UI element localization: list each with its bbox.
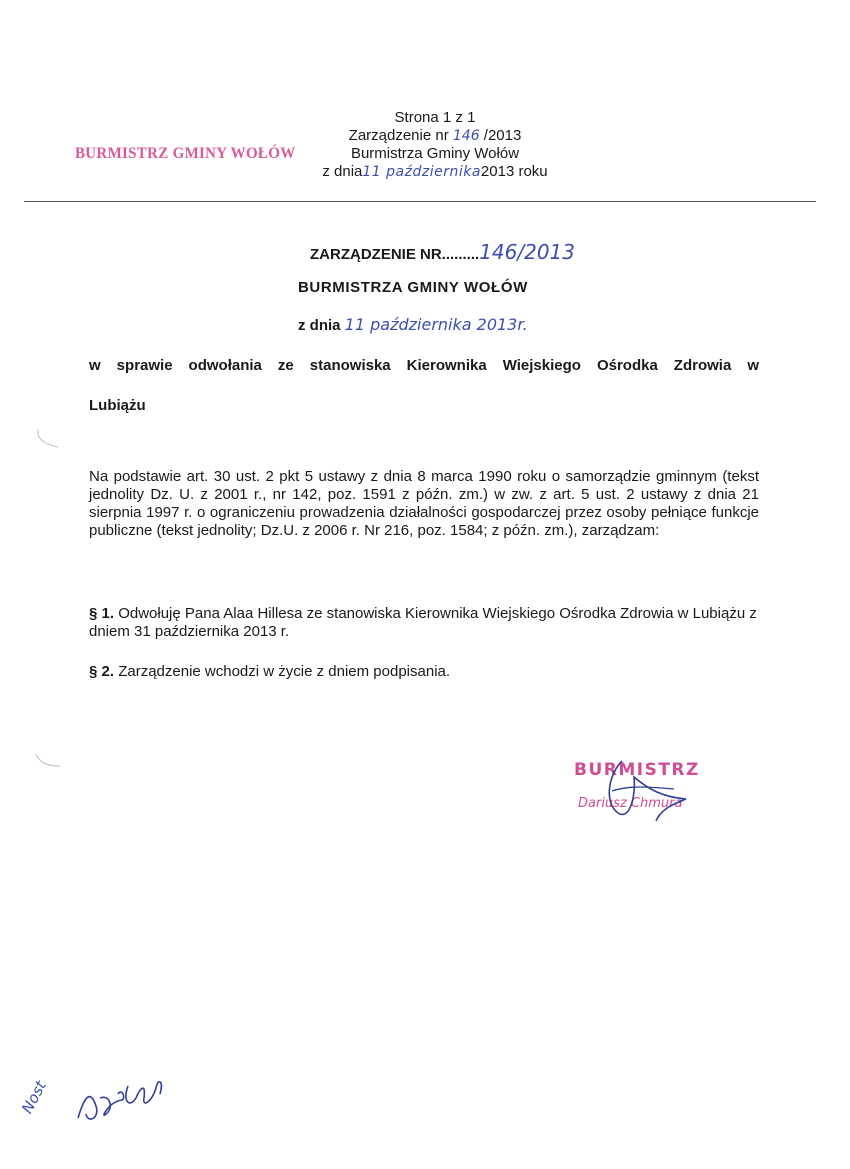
header-date: z dnia11 października2013 roku [322, 163, 548, 180]
handwritten-margin-note: Nost [18, 1077, 50, 1117]
mayor-stamp-title: BURMISTRZ [574, 760, 700, 780]
order-authority: BURMISTRZA GMINY WOŁÓW [298, 279, 528, 296]
order-subject-line-2: Lubiążu [89, 397, 146, 414]
section-2-text: Zarządzenie wchodzi w życie z dniem podpisania. [114, 663, 451, 680]
order-date: z dnia 11 października 2013r. [298, 315, 528, 334]
section-2-label: § 2. [89, 663, 115, 680]
office-stamp: BURMISTRZ GMINY WOŁÓW [75, 145, 296, 163]
order-title: ZARZĄDZENIE NR.........146/2013 [310, 240, 575, 264]
section-1 [89, 605, 759, 641]
page-counter: Strona 1 z 1 [394, 109, 476, 126]
initials-signature [70, 1058, 180, 1138]
handwritten-order-date: 11 października 2013r. [344, 315, 528, 334]
header-order-number: Zarządzenie nr 146 /2013 [348, 127, 522, 144]
legal-basis-paragraph: Na podstawie art. 30 ust. 2 pkt 5 ustawy z dnia 8 marca 1990 roku o samorządzie gminnym (tekst jednolity Dz. U. z 2001 r., nr 142, poz. 1591 z późn. zm.) w zw. z art. 5 ust. 2 ustawy z dnia 21 sierpnia 1997 r. o ograniczeniu prowadzenia działalności gospodarczej przez osoby pełniące funkcje publiczne (tekst jednolity; Dz.U. z 2006 r. Nr 216, poz. 1584; z późn. zm.), zarządzam: [89, 468, 759, 539]
handwritten-order-number: 146 [452, 128, 480, 144]
handwritten-order-number-title: 146/2013 [479, 240, 575, 264]
header-authority: Burmistrza Gminy Wołów [350, 145, 520, 162]
order-subject-line-1: w sprawie odwołania ze stanowiska Kierownika Wiejskiego Ośrodka Zdrowia w [89, 357, 759, 374]
scan-mark [30, 752, 70, 772]
scan-mark [30, 425, 70, 455]
mayor-signature [590, 755, 700, 825]
section-1-text: Odwołuję Pana Alaa Hillesa ze stanowiska Kierownika Wiejskiego Ośrodka Zdrowia w Lubiążu z dniem 31 października 2013 r. [89, 605, 757, 640]
mayor-stamp-name: Dariusz Chmura [578, 796, 683, 811]
handwritten-header-date: 11 października [362, 164, 481, 180]
section-2 [89, 663, 759, 681]
header-divider [24, 201, 816, 202]
section-1-label: § 1. [89, 605, 115, 622]
